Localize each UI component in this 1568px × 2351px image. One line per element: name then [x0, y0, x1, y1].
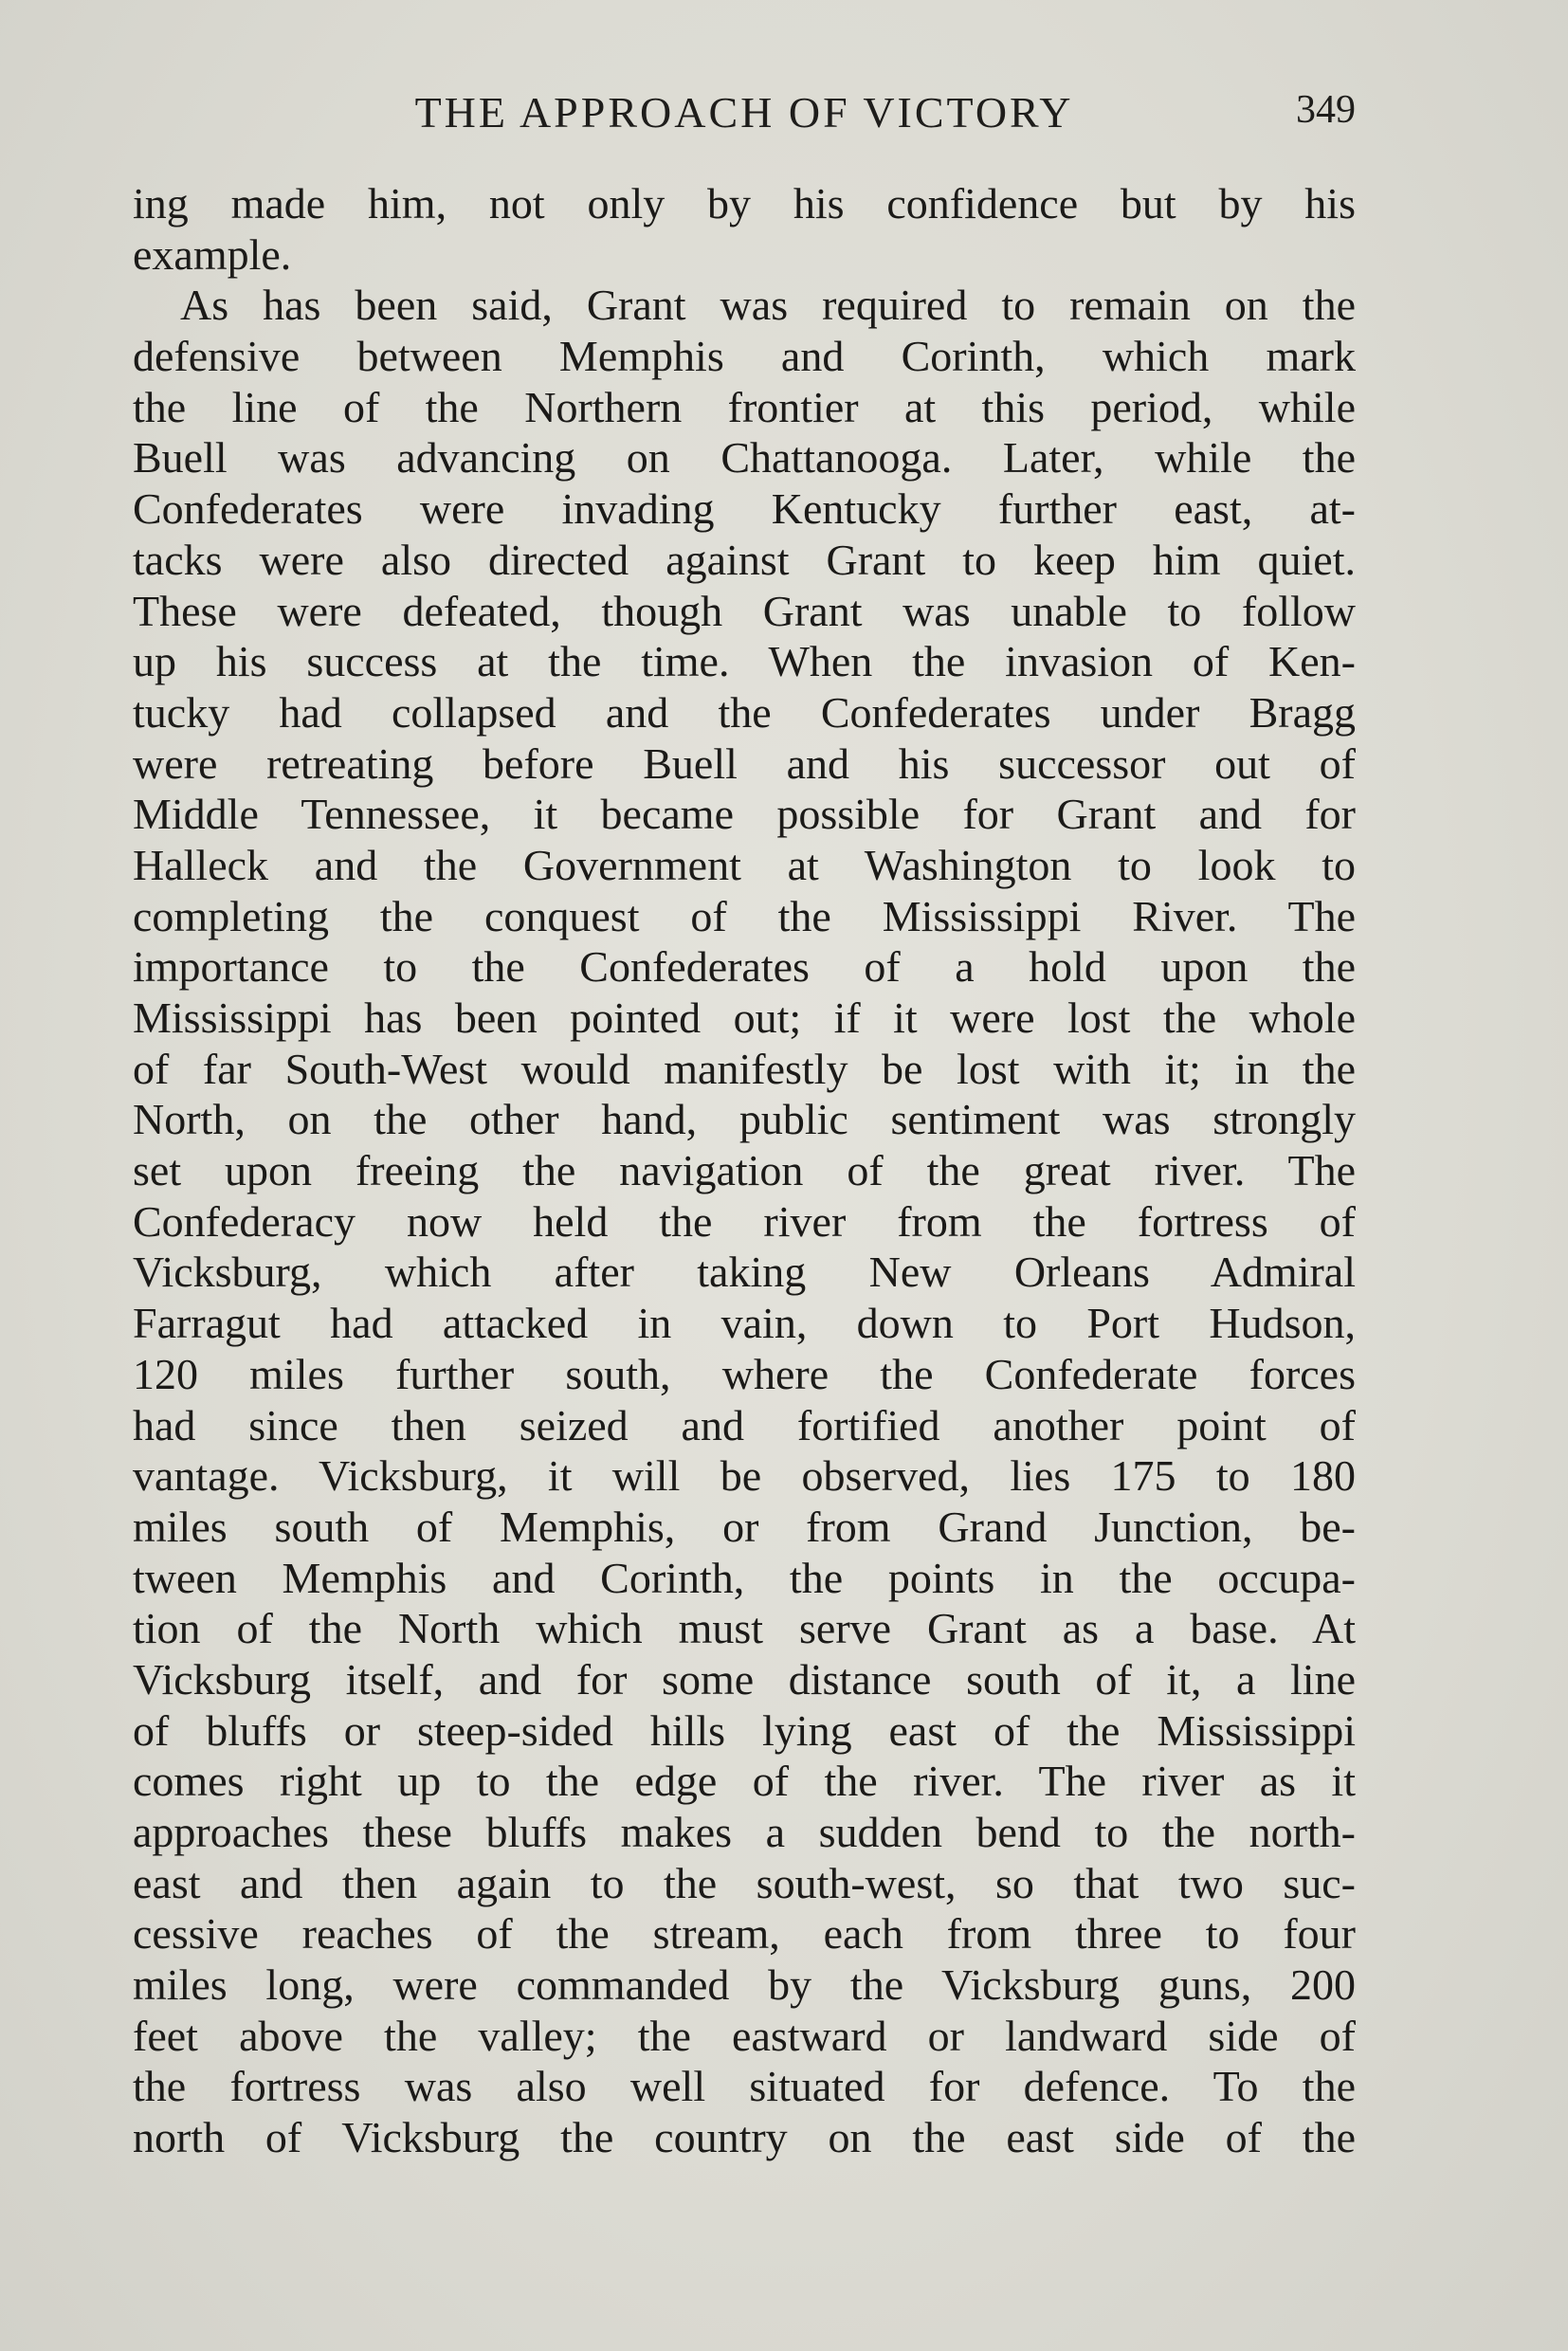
text-line: feet above the valley; the eastward or landward side of: [133, 2011, 1356, 2060]
page-number: 349: [1296, 88, 1356, 132]
text-line: north of Vicksburg the country on the east side of the: [133, 2113, 1356, 2162]
text-line: example.: [133, 229, 292, 279]
text-line: These were defeated, though Grant was unable to follow: [133, 586, 1356, 635]
text-line: ing made him, not only by his confidence but by his: [133, 179, 1356, 228]
text-line: of far South-West would manifestly be lost with it; in the: [133, 1044, 1356, 1093]
text-line: Middle Tennessee, it became possible for Grant and for: [133, 790, 1356, 839]
running-head: [133, 87, 1356, 154]
text-line: tion of the North which must serve Grant as a base. At: [133, 1604, 1356, 1653]
text-line: Confederates were invading Kentucky further east, at-: [133, 484, 1356, 534]
text-line: tucky had collapsed and the Confederates under Bragg: [133, 687, 1356, 737]
text-line: set upon freeing the navigation of the great river. The: [133, 1146, 1356, 1195]
text-line: had since then seized and fortified another point of: [133, 1400, 1356, 1449]
text-line: miles south of Memphis, or from Grand Junction, be-: [133, 1502, 1356, 1551]
text-line: up his success at the time. When the invasion of Ken-: [133, 637, 1356, 686]
text-line: 120 miles further south, where the Confederate forces: [133, 1349, 1356, 1398]
text-line: east and then again to the south-west, so that two suc-: [133, 1858, 1356, 1907]
text-line: Vicksburg, which after taking New Orleans Admiral: [133, 1248, 1356, 1297]
text-line: Mississippi has been pointed out; if it were lost the whole: [133, 993, 1356, 1042]
text-line: comes right up to the edge of the river. The river as it: [133, 1757, 1356, 1806]
text-line: importance to the Confederates of a hold upon the: [133, 942, 1356, 992]
text-line: Farragut had attacked in vain, down to Port Hudson,: [133, 1299, 1356, 1348]
text-line: Confederacy now held the river from the fortress of: [133, 1196, 1356, 1246]
text-line: North, on the other hand, public sentiment was strongly: [133, 1095, 1356, 1144]
text-line: As has been said, Grant was required to remain on the: [180, 281, 1356, 330]
body-text: [133, 178, 1356, 2163]
text-line: the line of the Northern frontier at this period, while: [133, 382, 1356, 431]
text-line: of bluffs or steep-sided hills lying east of the Mississippi: [133, 1705, 1356, 1755]
running-title: THE APPROACH OF VICTORY: [414, 88, 1074, 137]
text-line: the fortress was also well situated for defence. To the: [133, 2062, 1356, 2111]
text-line: miles long, were commanded by the Vicksburg guns, 200: [133, 1960, 1356, 2010]
text-line: were retreating before Buell and his successor out of: [133, 738, 1356, 788]
text-line: Vicksburg itself, and for some distance south of it, a line: [133, 1654, 1356, 1704]
text-line: tween Memphis and Corinth, the points in the occupa-: [133, 1553, 1356, 1602]
text-line: Halleck and the Government at Washington to look to: [133, 840, 1356, 889]
text-line: vantage. Vicksburg, it will be observed, lies 175 to 180: [133, 1451, 1356, 1501]
text-line: tacks were also directed against Grant to keep him quiet.: [133, 535, 1356, 584]
text-line: defensive between Memphis and Corinth, which mark: [133, 332, 1356, 381]
text-line: cessive reaches of the stream, each from three to four: [133, 1909, 1356, 1959]
text-line: approaches these bluffs makes a sudden bend to the north-: [133, 1808, 1356, 1856]
text-line: completing the conquest of the Mississippi River. The: [133, 891, 1356, 940]
text-line: Buell was advancing on Chattanooga. Later, while the: [133, 433, 1356, 483]
